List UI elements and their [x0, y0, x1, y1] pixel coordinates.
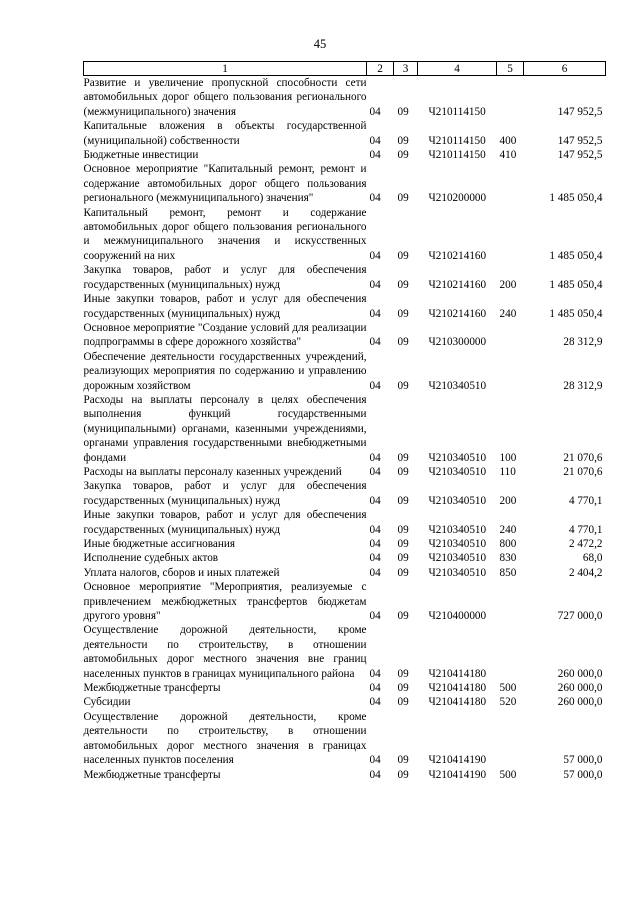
row-section-cell: 04 — [369, 494, 381, 507]
row-amount-cell: 1 485 050,4 — [549, 278, 603, 291]
row-name-cell: Капитальные вложения в объекты государственной (муниципальной) собственности — [83, 120, 367, 147]
row-amount-cell: 4 770,1 — [568, 494, 603, 507]
table-row — [84, 710, 606, 768]
table-row — [84, 479, 606, 508]
row-name-cell: Основное мероприятие "Мероприятия, реализуемые с привлечением межбюджетных трансфертов бюджетам другого уровня" — [83, 581, 367, 623]
row-subsection-cell: 09 — [397, 451, 409, 464]
table-row — [84, 695, 606, 709]
row-subsection-cell: 09 — [397, 379, 409, 392]
row-section-cell: 04 — [369, 538, 381, 550]
table-header-row — [84, 62, 606, 76]
table-row — [84, 350, 606, 393]
row-section-cell: 04 — [369, 192, 381, 205]
row-amount-cell: 147 952,5 — [557, 105, 603, 118]
row-name-cell: Закупка товаров, работ и услуг для обеспечения государственных (муниципальных) нужд — [83, 480, 367, 507]
row-target-code-cell: Ч210414180 — [428, 667, 487, 680]
row-target-code-cell: Ч210114150 — [428, 134, 486, 147]
row-section-cell: 04 — [369, 465, 381, 478]
table-row — [84, 148, 606, 162]
table-row — [84, 162, 606, 205]
row-name-cell: Развитие и увеличение пропускной способности сети автомобильных дорог общего пользования регионального (межмуниципального) значения — [83, 77, 367, 118]
row-amount-cell: 68,0 — [582, 552, 603, 565]
row-amount-cell: 57 000,0 — [563, 768, 603, 781]
row-target-code-cell: Ч210114150 — [428, 105, 486, 118]
row-name-cell: Осуществление дорожной деятельности, кроме деятельности по строительству, в отношении автомобильных дорог местного значения вне границ населенных пунктов в границах муниципального района — [83, 624, 367, 680]
page-number: 45 — [313, 37, 327, 51]
row-name-cell: Осуществление дорожной деятельности, кроме деятельности по строительству, в отношении автомобильных дорог местного значения в границах населенных пунктов поселения — [83, 710, 367, 767]
row-section-cell: 04 — [369, 696, 381, 709]
row-amount-cell: 727 000,0 — [557, 610, 603, 623]
row-amount-cell: 4 770,1 — [568, 523, 603, 536]
row-target-code-cell: Ч210300000 — [428, 336, 487, 349]
row-section-cell: 04 — [369, 134, 381, 147]
row-expense-type-cell: 200 — [499, 494, 517, 507]
row-name-cell: Иные бюджетные ассигнования — [83, 538, 235, 550]
row-target-code-cell: Ч210414190 — [428, 768, 487, 781]
row-target-code-cell: Ч210414180 — [428, 682, 487, 695]
row-expense-type-cell: 830 — [499, 552, 517, 565]
row-amount-cell: 260 000,0 — [557, 667, 603, 680]
row-amount-cell: 28 312,9 — [563, 336, 603, 349]
row-amount-cell: 147 952,5 — [557, 134, 603, 147]
row-subsection-cell: 09 — [397, 278, 409, 291]
table-row — [84, 119, 606, 148]
row-subsection-cell: 09 — [397, 465, 409, 478]
row-expense-type-cell — [497, 350, 524, 393]
row-expense-type-cell: 110 — [499, 465, 516, 478]
row-section-cell: 04 — [369, 552, 381, 565]
row-subsection-cell: 09 — [397, 538, 409, 550]
row-subsection-cell: 09 — [397, 307, 409, 320]
row-section-cell: 04 — [369, 667, 381, 680]
row-expense-type-cell — [497, 710, 524, 768]
row-amount-cell: 21 070,6 — [563, 451, 603, 464]
row-name-cell: Исполнение судебных актов — [83, 552, 219, 565]
row-section-cell: 04 — [369, 610, 381, 623]
row-expense-type-cell: 520 — [499, 696, 517, 709]
table-row — [84, 681, 606, 695]
row-name-cell: Субсидии — [83, 696, 131, 709]
row-target-code-cell: Ч210114150 — [428, 149, 486, 162]
row-target-code-cell: Ч210340510 — [428, 552, 487, 565]
row-expense-type-cell: 240 — [499, 307, 517, 320]
table-row — [84, 580, 606, 623]
row-expense-type-cell — [497, 580, 524, 623]
row-amount-cell: 260 000,0 — [557, 682, 603, 695]
row-subsection-cell: 09 — [397, 192, 409, 205]
table-row — [84, 393, 606, 465]
row-subsection-cell: 09 — [397, 134, 409, 147]
row-subsection-cell: 09 — [397, 682, 409, 695]
row-section-cell: 04 — [369, 768, 381, 781]
row-target-code-cell: Ч210214160 — [428, 307, 487, 320]
table-row — [84, 508, 606, 537]
row-expense-type-cell: 240 — [499, 523, 517, 536]
row-expense-type-cell: 200 — [499, 278, 517, 291]
row-section-cell: 04 — [369, 523, 381, 536]
row-amount-cell: 57 000,0 — [563, 754, 603, 767]
table-row — [84, 623, 606, 681]
row-name-cell: Основное мероприятие "Создание условий для реализации подпрограммы в сфере дорожного хозяйства" — [83, 321, 367, 349]
row-subsection-cell: 09 — [397, 768, 409, 781]
row-target-code-cell: Ч210414190 — [428, 754, 487, 767]
row-target-code-cell: Ч210340510 — [428, 379, 487, 392]
row-name-cell: Уплата налогов, сборов и иных платежей — [83, 566, 280, 579]
row-subsection-cell: 09 — [397, 336, 409, 349]
row-section-cell: 04 — [369, 278, 381, 291]
row-section-cell: 04 — [369, 249, 381, 262]
row-subsection-cell: 09 — [397, 494, 409, 507]
row-target-code-cell: Ч210340510 — [428, 538, 487, 550]
row-expense-type-cell: 500 — [499, 682, 517, 695]
row-target-code-cell: Ч210400000 — [428, 610, 487, 623]
row-section-cell: 04 — [369, 566, 381, 579]
row-expense-type-cell — [497, 206, 524, 264]
row-section-cell: 04 — [369, 682, 381, 695]
row-amount-cell: 2 472,2 — [568, 538, 603, 550]
row-name-cell: Закупка товаров, работ и услуг для обеспечения государственных (муниципальных) нужд — [83, 264, 367, 291]
row-name-cell: Обеспечение деятельности государственных учреждений, реализующих мероприятия по содержанию и управлению дорожным хозяйством — [83, 350, 367, 392]
table-row — [84, 465, 606, 479]
row-subsection-cell: 09 — [397, 566, 409, 579]
row-section-cell: 04 — [369, 105, 381, 118]
row-expense-type-cell: 410 — [499, 149, 517, 162]
row-amount-cell: 1 485 050,4 — [549, 192, 603, 205]
row-expense-type-cell: 100 — [499, 451, 517, 464]
row-name-cell: Капитальный ремонт, ремонт и содержание автомобильных дорог общего пользования регионального и межмуниципального значения и искусственных сооружений на них — [83, 206, 367, 262]
row-subsection-cell: 09 — [397, 105, 409, 118]
row-target-code-cell: Ч210214160 — [428, 278, 487, 291]
row-subsection-cell: 09 — [397, 523, 409, 536]
row-amount-cell: 1 485 050,4 — [549, 307, 603, 320]
header-cell-1: 1 — [84, 62, 367, 76]
row-target-code-cell: Ч210340510 — [428, 523, 487, 536]
row-target-code-cell: Ч210340510 — [428, 494, 487, 507]
row-name-cell: Иные закупки товаров, работ и услуг для обеспечения государственных (муниципальных) нужд — [83, 293, 367, 320]
row-amount-cell: 21 070,6 — [563, 465, 603, 478]
row-target-code-cell: Ч210340510 — [428, 465, 487, 478]
row-subsection-cell: 09 — [397, 667, 409, 680]
row-expense-type-cell: 850 — [499, 566, 517, 579]
row-amount-cell: 28 312,9 — [563, 379, 603, 392]
row-amount-cell: 147 952,5 — [557, 149, 603, 162]
table-row — [84, 768, 606, 782]
row-subsection-cell: 09 — [397, 610, 409, 623]
table-row — [84, 292, 606, 321]
table-row — [84, 551, 606, 565]
row-target-code-cell: Ч210200000 — [428, 192, 487, 205]
row-section-cell: 04 — [369, 307, 381, 320]
row-section-cell: 04 — [369, 336, 381, 349]
row-target-code-cell: Ч210340510 — [428, 566, 487, 579]
row-target-code-cell: Ч210414180 — [428, 696, 487, 709]
row-subsection-cell: 09 — [397, 552, 409, 565]
row-subsection-cell: 09 — [397, 696, 409, 709]
row-amount-cell: 2 404,2 — [568, 566, 603, 579]
header-cell-2: 2 — [367, 62, 394, 76]
row-section-cell: 04 — [369, 379, 381, 392]
row-expense-type-cell — [497, 623, 524, 681]
row-expense-type-cell: 400 — [499, 134, 517, 147]
row-expense-type-cell — [497, 162, 524, 205]
header-cell-6: 6 — [524, 62, 606, 76]
header-cell-5: 5 — [497, 62, 524, 76]
row-section-cell: 04 — [369, 451, 381, 464]
row-name-cell: Межбюджетные трансферты — [83, 768, 221, 781]
row-name-cell: Межбюджетные трансферты — [83, 682, 221, 695]
budget-table — [83, 61, 606, 782]
row-section-cell: 04 — [369, 149, 381, 162]
header-cell-4: 4 — [418, 62, 497, 76]
row-name-cell: Бюджетные инвестиции — [83, 149, 199, 162]
table-row — [84, 321, 606, 350]
row-expense-type-cell: 500 — [499, 768, 517, 781]
row-name-cell: Расходы на выплаты персоналу казенных учреждений — [83, 465, 342, 478]
header-cell-3: 3 — [394, 62, 418, 76]
row-expense-type-cell — [497, 76, 524, 120]
row-amount-cell: 260 000,0 — [557, 696, 603, 709]
table-row — [84, 537, 606, 551]
row-subsection-cell: 09 — [397, 249, 409, 262]
table-row — [84, 76, 606, 120]
table-row — [84, 206, 606, 264]
row-name-cell: Иные закупки товаров, работ и услуг для обеспечения государственных (муниципальных) нужд — [83, 509, 367, 536]
row-subsection-cell: 09 — [397, 149, 409, 162]
row-target-code-cell: Ч210340510 — [428, 451, 487, 464]
table-row — [84, 263, 606, 292]
row-subsection-cell: 09 — [397, 754, 409, 767]
row-name-cell: Расходы на выплаты персоналу в целях обеспечения выполнения функций государственными (муниципальными) органами, казенными учреждениями, органами управления государственными внебюджетными фондами — [83, 393, 367, 464]
row-target-code-cell: Ч210214160 — [428, 249, 487, 262]
row-name-cell: Основное мероприятие "Капитальный ремонт, ремонт и содержание автомобильных дорог общего пользования регионального (межмуниципального) значения" — [83, 163, 367, 205]
row-expense-type-cell — [497, 321, 524, 350]
row-section-cell: 04 — [369, 754, 381, 767]
table-row — [84, 566, 606, 580]
row-amount-cell: 1 485 050,4 — [549, 249, 603, 262]
row-expense-type-cell: 800 — [499, 538, 517, 550]
